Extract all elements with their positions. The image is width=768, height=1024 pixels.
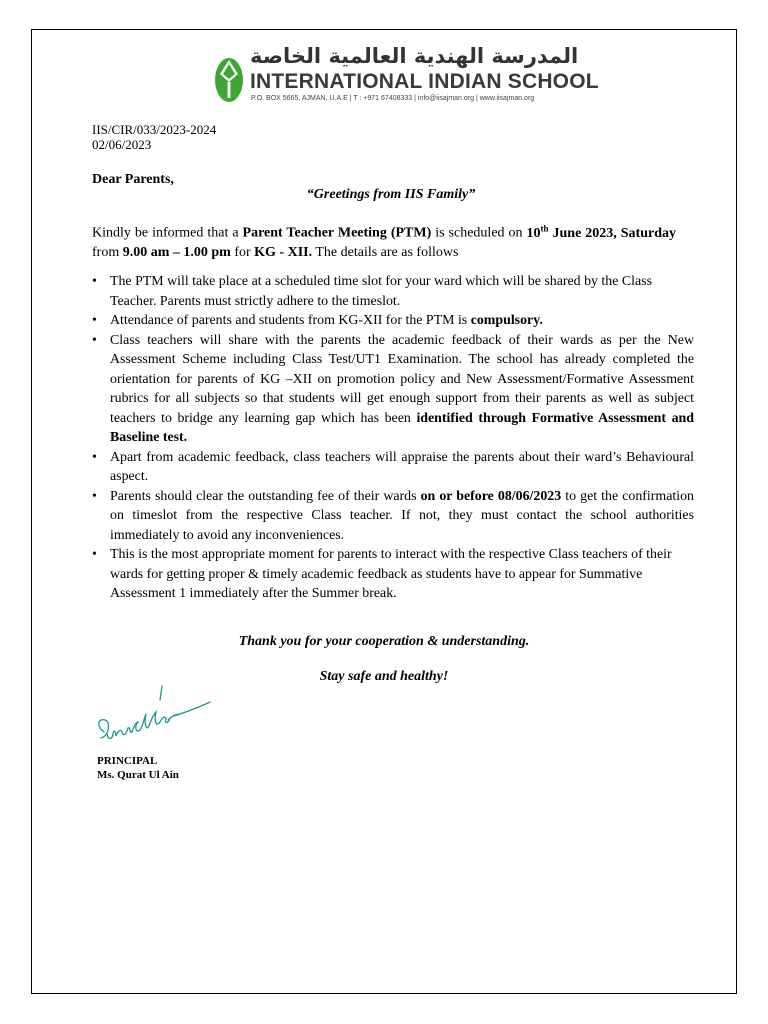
list-item: • Class teachers will share with the parents the academic feedback of their wards as per the New Assessment Scheme including Class Test/UT1 Examination. The school has already completed the orientation for parents of KG –XII on promotion policy and New Assessment/Formative Assessment rubrics for all subjects so that students will get enough support from their parents as well as subject teachers to bridge any learning gap which has been identified through Formative Assessment and Baseline test.	[92, 332, 694, 445]
details-list	[92, 272, 694, 604]
school-logo-icon	[214, 52, 244, 104]
signatory-title: PRINCIPAL	[97, 755, 158, 767]
stay-safe-line: Stay safe and healthy!	[319, 669, 449, 684]
thank-you-line: Thank you for your cooperation & understanding.	[238, 634, 530, 649]
arabic-school-name: المدرسة الهندية العالمية الخاصة	[250, 44, 579, 68]
list-item: • This is the most appropriate moment for parents to interact with the respective Class teachers of their wards for getting proper & timely academic feedback as students have to appear for Summative Assessment 1 immediately after the Summer break.	[92, 547, 672, 601]
greeting-text: “Greetings from IIS Family”	[306, 187, 476, 202]
circular-date: 02/06/2023	[92, 137, 152, 152]
intro-paragraph: Kindly be informed that a Parent Teacher Meeting (PTM) is scheduled on 10th June 2023, Saturday from 9.00 am – 1.00 pm for KG - XII. The details are as follows	[92, 223, 676, 261]
signature-image	[94, 682, 218, 754]
signatory-block	[97, 754, 179, 782]
salutation: Dear Parents,	[92, 172, 174, 187]
circular-number: IIS/CIR/033/2023-2024	[92, 122, 217, 137]
list-item: • Apart from academic feedback, class teachers will appraise the parents about their ward’s Behavioural aspect.	[92, 449, 694, 484]
list-item: • Parents should clear the outstanding fee of their wards on or before 08/06/2023 to get the confirmation on timeslot from the respective Class teacher. If not, they must contact the school authorities immediately to avoid any inconveniences.	[92, 488, 694, 543]
list-item: • Attendance of parents and students from KG-XII for the PTM is compulsory.	[92, 313, 543, 328]
school-name: INTERNATIONAL INDIAN SCHOOL	[250, 70, 599, 93]
signatory-name: Ms. Qurat Ul Ain	[97, 769, 179, 781]
school-address: P.O. BOX 5665, AJMAN, U.A.E | T : +971 67408333 | info@iisajman.org | www.iisajman.org	[251, 95, 535, 102]
greeting-line	[0, 187, 768, 203]
list-item: • The PTM will take place at a scheduled time slot for your ward which will be shared by the Class Teacher. Parents must strictly adhere to the timeslot.	[92, 274, 652, 309]
